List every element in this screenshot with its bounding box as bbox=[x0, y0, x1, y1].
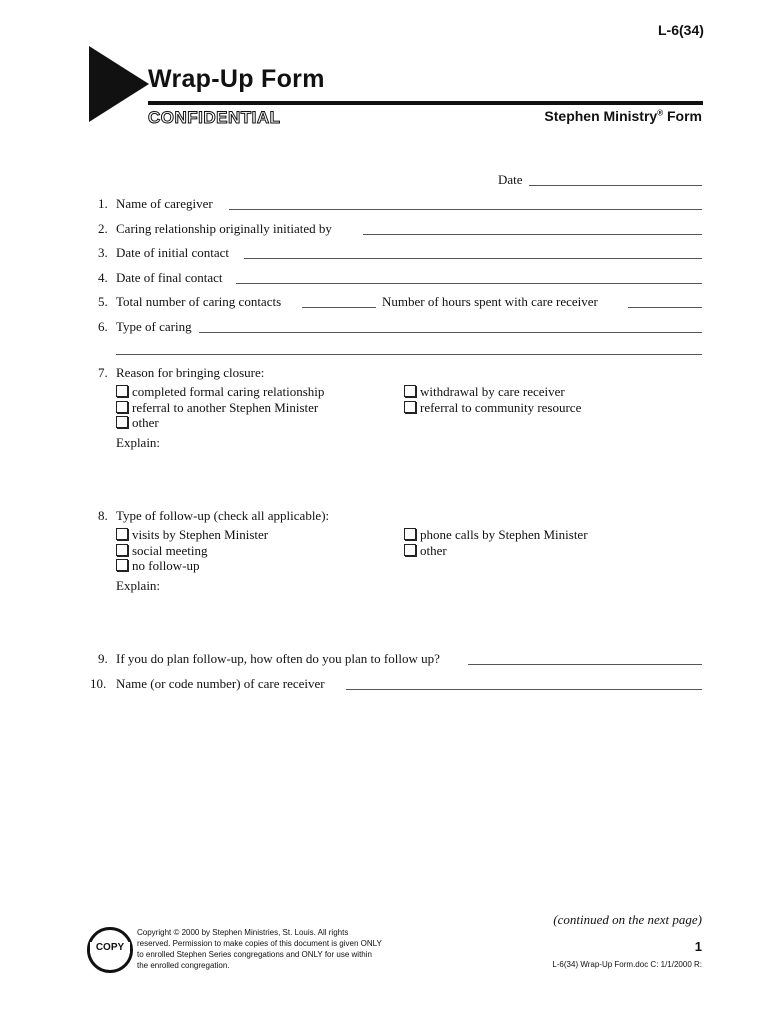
followup-option-social-label: social meeting bbox=[132, 543, 208, 558]
registered-mark: ® bbox=[657, 108, 664, 118]
initial-contact-date-field[interactable] bbox=[244, 258, 702, 259]
checkbox-icon[interactable] bbox=[404, 401, 416, 413]
closure-option-referral-minister[interactable] bbox=[116, 400, 318, 416]
type-of-caring-field-line-2[interactable] bbox=[116, 354, 702, 355]
confidential-label: CONFIDENTIAL bbox=[148, 108, 281, 127]
question-1-number: 1. bbox=[98, 196, 108, 211]
closure-option-withdrawal[interactable] bbox=[404, 384, 565, 400]
followup-option-visits[interactable] bbox=[116, 527, 268, 543]
checkbox-icon[interactable] bbox=[404, 544, 416, 556]
question-5-number: 5. bbox=[98, 294, 108, 309]
question-5-label: Total number of caring contacts bbox=[116, 294, 282, 309]
brand-name: Stephen Ministry bbox=[544, 108, 658, 124]
question-3-label: Date of initial contact bbox=[116, 245, 229, 260]
question-2-number: 2. bbox=[98, 221, 108, 236]
caregiver-name-field[interactable] bbox=[229, 209, 702, 210]
final-contact-date-field[interactable] bbox=[236, 283, 702, 284]
followup-option-none-label: no follow-up bbox=[132, 558, 200, 573]
closure-option-referral-minister-label: referral to another Stephen Minister bbox=[132, 400, 319, 415]
copy-seal-icon bbox=[87, 927, 133, 973]
closure-option-completed[interactable] bbox=[116, 384, 324, 400]
initiated-by-field[interactable] bbox=[363, 234, 702, 235]
copy-seal-text: COPY bbox=[90, 942, 130, 953]
checkbox-icon[interactable] bbox=[116, 416, 128, 428]
type-of-caring-field[interactable] bbox=[199, 332, 702, 333]
followup-frequency-field[interactable] bbox=[468, 664, 702, 665]
question-6-label: Type of caring bbox=[116, 319, 192, 334]
checkbox-icon[interactable] bbox=[116, 385, 128, 397]
date-label: Date bbox=[498, 172, 523, 187]
hours-spent-field[interactable] bbox=[628, 307, 702, 308]
checkbox-icon[interactable] bbox=[116, 528, 128, 540]
question-6-number: 6. bbox=[98, 319, 108, 334]
question-2-label: Caring relationship originally initiated by bbox=[116, 221, 332, 236]
date-field[interactable] bbox=[529, 185, 702, 186]
question-3-number: 3. bbox=[98, 245, 108, 260]
question-7-label: Reason for bringing closure: bbox=[116, 365, 265, 380]
closure-option-other-label: other bbox=[132, 415, 159, 430]
total-contacts-field[interactable] bbox=[302, 307, 376, 308]
followup-option-phone-label: phone calls by Stephen Minister bbox=[420, 527, 588, 542]
closure-explain-label: Explain: bbox=[116, 435, 161, 450]
question-10-number: 10. bbox=[90, 676, 107, 691]
title-rule bbox=[148, 101, 703, 105]
checkbox-icon[interactable] bbox=[404, 528, 416, 540]
brand-label bbox=[544, 108, 702, 124]
question-9-label: If you do plan follow-up, how often do you plan to follow up? bbox=[116, 651, 440, 666]
followup-explain-label: Explain: bbox=[116, 578, 161, 593]
question-4-number: 4. bbox=[98, 270, 108, 285]
question-4-label: Date of final contact bbox=[116, 270, 223, 285]
followup-option-other[interactable] bbox=[404, 543, 447, 559]
page-title: Wrap-Up Form bbox=[148, 65, 325, 93]
page-number: 1 bbox=[694, 939, 702, 954]
followup-option-visits-label: visits by Stephen Minister bbox=[132, 527, 269, 542]
question-8-number: 8. bbox=[98, 508, 108, 523]
checkbox-icon[interactable] bbox=[116, 401, 128, 413]
question-7-number: 7. bbox=[98, 365, 108, 380]
closure-option-withdrawal-label: withdrawal by care receiver bbox=[420, 384, 565, 399]
care-receiver-name-field[interactable] bbox=[346, 689, 702, 690]
closure-option-referral-community-label: referral to community resource bbox=[420, 400, 582, 415]
closure-option-completed-label: completed formal caring relationship bbox=[132, 384, 325, 399]
file-info: L-6(34) Wrap-Up Form.doc C: 1/1/2000 R: bbox=[552, 960, 702, 969]
checkbox-icon[interactable] bbox=[116, 559, 128, 571]
copyright-notice: Copyright © 2000 by Stephen Ministries, St. Louis. All rights reserved. Permission to make copies of this document is given ONLY to enrolled Stephen Series congregations and ONLY for use within the enrolled congregation. bbox=[137, 928, 382, 970]
followup-option-phone[interactable] bbox=[404, 527, 588, 543]
triangle-marker-icon bbox=[89, 46, 149, 122]
question-10-label: Name (or code number) of care receiver bbox=[116, 676, 325, 691]
checkbox-icon[interactable] bbox=[116, 544, 128, 556]
question-8-label: Type of follow-up (check all applicable): bbox=[116, 508, 330, 523]
closure-option-other[interactable] bbox=[116, 415, 159, 431]
brand-suffix: Form bbox=[667, 108, 702, 124]
form-code: L-6(34) bbox=[658, 22, 704, 38]
continued-note: (continued on the next page) bbox=[553, 912, 702, 927]
followup-option-social[interactable] bbox=[116, 543, 207, 559]
question-5-hours-label: Number of hours spent with care receiver bbox=[382, 294, 598, 309]
question-9-number: 9. bbox=[98, 651, 108, 666]
followup-option-none[interactable] bbox=[116, 558, 200, 574]
closure-option-referral-community[interactable] bbox=[404, 400, 581, 416]
followup-option-other-label: other bbox=[420, 543, 447, 558]
checkbox-icon[interactable] bbox=[404, 385, 416, 397]
question-1-label: Name of caregiver bbox=[116, 196, 213, 211]
